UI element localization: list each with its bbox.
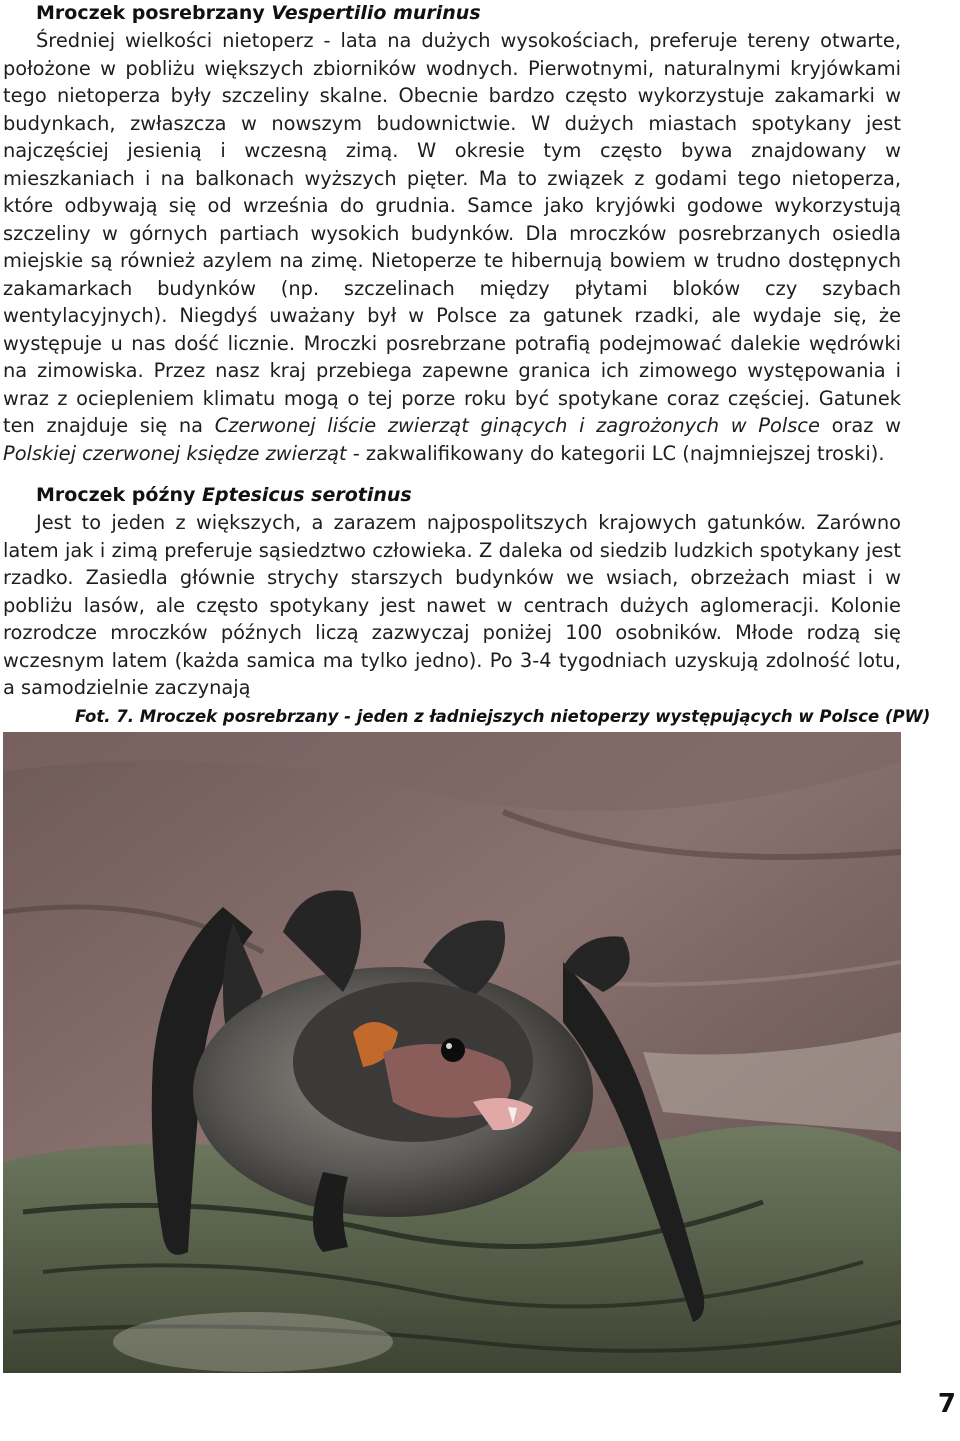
body-italic-title: Polskiej czerwonej księdze zwierząt (3, 441, 347, 465)
body-italic-title: Czerwonej liście zwierząt ginących i zagrożonych w Polsce (214, 414, 820, 437)
bat-photo (3, 732, 901, 1373)
section-body-mroczek-pozny: Jest to jeden z większych, a zarazem najpospolitszych krajowych gatunków. Zarówno latem jak i zimą preferuje sąsiedztwo człowieka. Z daleka od siedzib ludzkich spotykany jest rzadko. Zasiedla głównie strychy starszych budynków we wsiach, obrzeżach miast i w pobliżu lasów, ale często spotykany jest nawet w centrach dużych aglomeracji. Kolonie rozrodcze mroczków późnych liczą zazwyczaj poniżej 100 osobników. Młode rodzą się wczesnym latem (każda samica ma tylko jedno). Po 3-4 tygodniach uzyskują zdolność lotu, a samodzielnie zaczynają (3, 511, 901, 699)
page-number: 7 (937, 1389, 956, 1419)
heading-polish-name: Mroczek późny (36, 484, 196, 506)
body-text-part: Średniej wielkości nietoperz - lata na dużych wysokościach, preferuje tereny otwarte, położone w pobliżu większych zbiorników wodnych. Pierwotnymi, naturalnymi kryjówkami tego nietoperza były szczeliny skalne. Obecnie bardzo często wykorzystuje zakamarki w budynkach, zwłaszcza w nowszym budownictwie. W dużych miastach spotykany jest najczęściej jesienią i wczesną zimą. W okresie tym często bywa znajdowany w mieszkaniach i na balkonach wyższych pięter. Ma to związek z godami tego nietoperza, które odbywają się od września do grudnia. Samce jako kryjówki godowe wykorzystują szczeliny w górnych partiach wysokich budynków. Dla mroczków posrebrzanych osiedla miejskie są również azylem na zimę. Nietoperze te hibernują bowiem w trudno dostępnych zakamarkach budynków (np. szczelinach między płytami bloków czy szybach wentylacyjnych). Niegdyś uważany był w Polsce za gatunek rzadki, ale wydaje się, że występuje u nas dość licznie. Mroczki posrebrzane potrafią podejmować dalekie wędrówki na zimowiska. Przez nasz kraj przebiega zapewne granica ich zimowego występowania i wraz z ociepleniem klimatu mogą o tej porze roku być spotykane coraz częściej. Gatunek ten znajduje się na (3, 29, 901, 437)
section-heading-mroczek-pozny (36, 483, 412, 507)
heading-latin-name: Eptesicus serotinus (202, 484, 412, 506)
body-text-part: oraz w (819, 414, 901, 437)
heading-latin-name: Vespertilio murinus (271, 2, 481, 24)
section-heading-mroczek-posrebrzany (36, 1, 481, 25)
body-text-part: - zakwalifikowany do kategorii LC (najmniejszej troski). (346, 441, 885, 465)
heading-polish-name: Mroczek posrebrzany (36, 2, 265, 24)
photo-caption: Fot. 7. Mroczek posrebrzany - jeden z ładniejszych nietoperzy występujących w Polsce (PW) (75, 707, 931, 726)
section-body-mroczek-posrebrzany (3, 27, 901, 467)
